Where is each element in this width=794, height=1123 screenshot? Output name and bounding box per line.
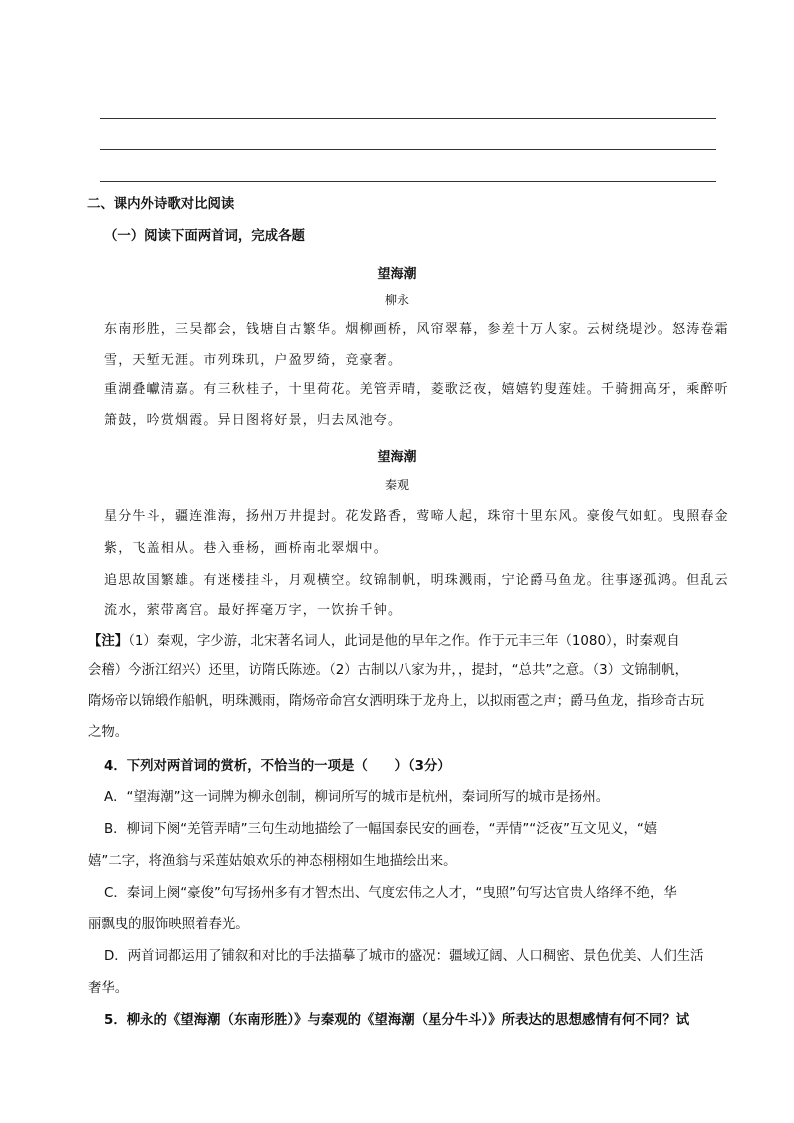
poem1-title: 望海潮 <box>377 267 417 282</box>
answer-line-1[interactable] <box>100 118 716 119</box>
poem1-author: 柳永 <box>384 293 409 307</box>
answer-line-3[interactable] <box>100 181 716 182</box>
question-4-option-d-line1: D．两首词都运用了铺叙和对比的手法描摹了城市的盛况：疆域辽阔、人口稠密、景色优美、人们生活 <box>104 949 704 964</box>
sub-heading: （一）阅读下面两首词，完成各题 <box>104 229 305 244</box>
question-5-stem: 5．柳永的《望海潮（东南形胜）》与秦观的《望海潮（星分牛斗）》所表达的思想感情有何不同？试 <box>104 1013 690 1028</box>
note-line-1 <box>88 633 680 651</box>
poem1-stanza1-line1: 东南形胜，三吴都会，钱塘自古繁华。烟柳画桥，风帘翠幕，参差十万人家。云树绕堤沙。怒涛卷霜 <box>104 322 729 337</box>
question-4-option-b-line1: B．柳词下阕“羌管弄晴”三句生动地描绘了一幅国泰民安的画卷，“弄情”“泛夜”互文见义，“嬉 <box>104 822 658 837</box>
poem2-stanza1-line2: 紫，飞盖相从。巷入垂杨，画桥南北翠烟中。 <box>104 541 389 556</box>
poem1-stanza2-line2: 箫鼓，吟赏烟霞。异日图将好景，归去凤池夸。 <box>104 413 403 428</box>
poem2-stanza2-line2: 流水，萦带离宫。最好挥毫万字，一饮拚千钟。 <box>104 603 403 618</box>
note-text-1: （1）秦观，字少游，北宋著名词人，此词是他的早年之作。作于元丰三年（1080），时秦观自 <box>128 634 680 649</box>
question-4-option-c-line2: 丽飘曳的服饰映照着春光。 <box>88 917 249 932</box>
question-4-option-b-line2: 嬉”二字，将渔翁与采莲姑娘欢乐的神态栩栩如生地描绘出来。 <box>88 854 457 869</box>
note-line-3: 隋炀帝以锦缎作船帆，明珠溅雨，隋炀帝命宫女洒明珠于龙舟上，以拟雨雹之声；爵马鱼龙，指珍奇古玩 <box>88 694 704 709</box>
question-4-stem: 4．下列对两首词的赏析，不恰当的一项是（ ）（3分） <box>104 759 451 774</box>
section-heading: 二、课内外诗歌对比阅读 <box>87 197 235 212</box>
note-line-4: 之物。 <box>88 725 129 740</box>
poem1-stanza2-line1: 重湖叠巘清嘉。有三秋桂子，十里荷花。羌管弄晴，菱歌泛夜，嬉嬉钓叟莲娃。千骑拥高牙，乘醉听 <box>104 382 729 397</box>
poem1-stanza1-line2: 雪，天堑无涯。市列珠玑，户盈罗绮，竞豪奢。 <box>104 353 403 368</box>
poem2-title: 望海潮 <box>377 450 417 465</box>
question-4-option-c-line1: C．秦词上阕“豪俊”句写扬州多有才智杰出、气度宏伟之人才，“曳照”句写达官贵人络绎不绝，华 <box>104 886 677 901</box>
note-line-2: 会稽）今浙江绍兴）还里，访隋氏陈迹。（2）古制以八家为井，，提封，“总共”之意。（3）文锦制帆， <box>88 663 688 678</box>
poem2-stanza2-line1: 追思故国繁雄。有迷楼挂斗，月观横空。纹锦制帆，明珠溅雨，宁论爵马鱼龙。往事逐孤鸿。但乱云 <box>104 573 729 588</box>
note-label: 【注】 <box>88 634 129 649</box>
answer-line-2[interactable] <box>100 149 716 150</box>
poem2-stanza1-line1: 星分牛斗，疆连淮海，扬州万井提封。花发路香，莺啼人起，珠帘十里东风。豪俊气如虹。曳照春金 <box>104 509 729 524</box>
poem2-author: 秦观 <box>384 478 409 492</box>
question-4-option-d-line2: 奢华。 <box>88 981 129 996</box>
question-4-option-a: A．“望海潮”这一词牌为柳永创制，柳词所写的城市是杭州，秦词所写的城市是扬州。 <box>104 790 610 805</box>
